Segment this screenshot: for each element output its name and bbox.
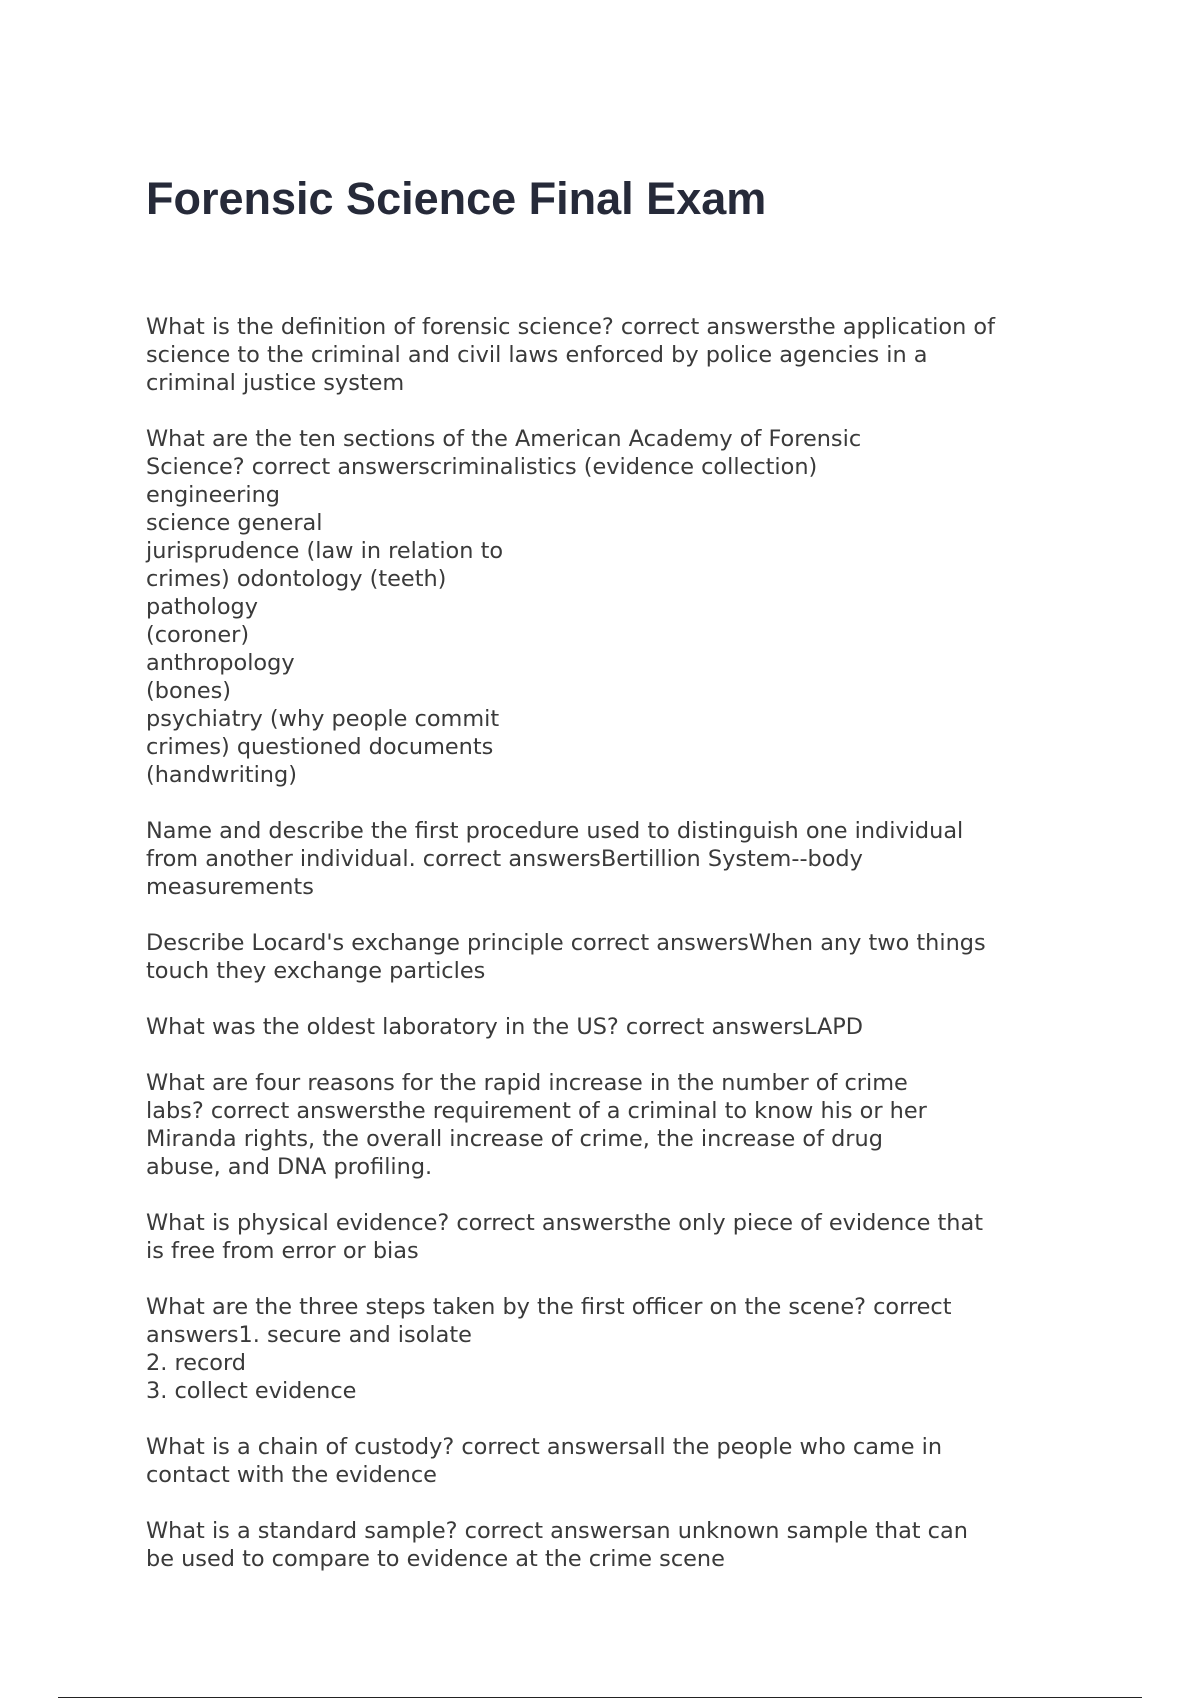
qa-line: Name and describe the first procedure used to distinguish one individual: [146, 818, 964, 844]
qa-line: labs? correct answersthe requirement of a criminal to know his or her: [146, 1098, 927, 1124]
qa-text: [146, 425, 1076, 789]
qa-list: [146, 313, 1076, 1601]
qa-line: 2. record: [146, 1350, 247, 1376]
qa-line: be used to compare to evidence at the crime scene: [146, 1546, 725, 1572]
qa-text: [146, 1293, 1076, 1405]
qa-text: [146, 1069, 1076, 1181]
qa-line: (handwriting): [146, 762, 297, 788]
qa-item: [146, 1209, 1076, 1265]
qa-text: [146, 313, 1076, 397]
qa-text: [146, 929, 1076, 985]
qa-line: crimes) questioned documents: [146, 734, 494, 760]
qa-item: [146, 1069, 1076, 1181]
qa-line: What is a chain of custody? correct answersall the people who came in: [146, 1434, 943, 1460]
qa-line: psychiatry (why people commit: [146, 706, 500, 732]
qa-line: science general: [146, 510, 323, 536]
qa-line: (coroner): [146, 622, 250, 648]
qa-item: [146, 1013, 1076, 1041]
qa-line: Miranda rights, the overall increase of crime, the increase of drug: [146, 1126, 883, 1152]
qa-line: from another individual. correct answersBertillion System--body: [146, 846, 863, 872]
qa-line: criminal justice system: [146, 370, 405, 396]
qa-line: contact with the evidence: [146, 1462, 437, 1488]
qa-line: answers1. secure and isolate: [146, 1322, 472, 1348]
qa-text: [146, 1517, 1076, 1573]
qa-line: abuse, and DNA profiling.: [146, 1154, 433, 1180]
qa-item: [146, 817, 1076, 901]
page-title: Forensic Science Final Exam: [146, 173, 767, 224]
qa-line: What are four reasons for the rapid increase in the number of crime: [146, 1070, 908, 1096]
qa-line: 3. collect evidence: [146, 1378, 357, 1404]
qa-item: [146, 1433, 1076, 1489]
qa-line: jurisprudence (law in relation to: [146, 538, 504, 564]
qa-line: What was the oldest laboratory in the US? correct answersLAPD: [146, 1014, 864, 1040]
qa-line: What is a standard sample? correct answersan unknown sample that can: [146, 1518, 968, 1544]
qa-item: [146, 1517, 1076, 1573]
qa-line: engineering: [146, 482, 280, 508]
qa-text: [146, 1209, 1076, 1265]
qa-line: anthropology: [146, 650, 295, 676]
qa-line: crimes) odontology (teeth): [146, 566, 447, 592]
qa-text: [146, 817, 1076, 901]
qa-text: [146, 1013, 1076, 1041]
qa-line: What are the three steps taken by the first officer on the scene? correct: [146, 1294, 952, 1320]
qa-line: What are the ten sections of the American Academy of Forensic: [146, 426, 862, 452]
qa-line: measurements: [146, 874, 314, 900]
qa-line: touch they exchange particles: [146, 958, 486, 984]
qa-line: Science? correct answerscriminalistics (evidence collection): [146, 454, 818, 480]
qa-line: science to the criminal and civil laws enforced by police agencies in a: [146, 342, 928, 368]
qa-line: What is the definition of forensic science? correct answersthe application of: [146, 314, 995, 340]
qa-line: is free from error or bias: [146, 1238, 419, 1264]
qa-line: What is physical evidence? correct answersthe only piece of evidence that: [146, 1210, 983, 1236]
footer-divider: [58, 1697, 1142, 1698]
qa-item: [146, 1293, 1076, 1405]
qa-line: (bones): [146, 678, 232, 704]
qa-line: pathology: [146, 594, 258, 620]
qa-line: Describe Locard's exchange principle correct answersWhen any two things: [146, 930, 986, 956]
qa-text: [146, 1433, 1076, 1489]
qa-item: [146, 929, 1076, 985]
qa-item: [146, 313, 1076, 397]
qa-item: [146, 425, 1076, 789]
